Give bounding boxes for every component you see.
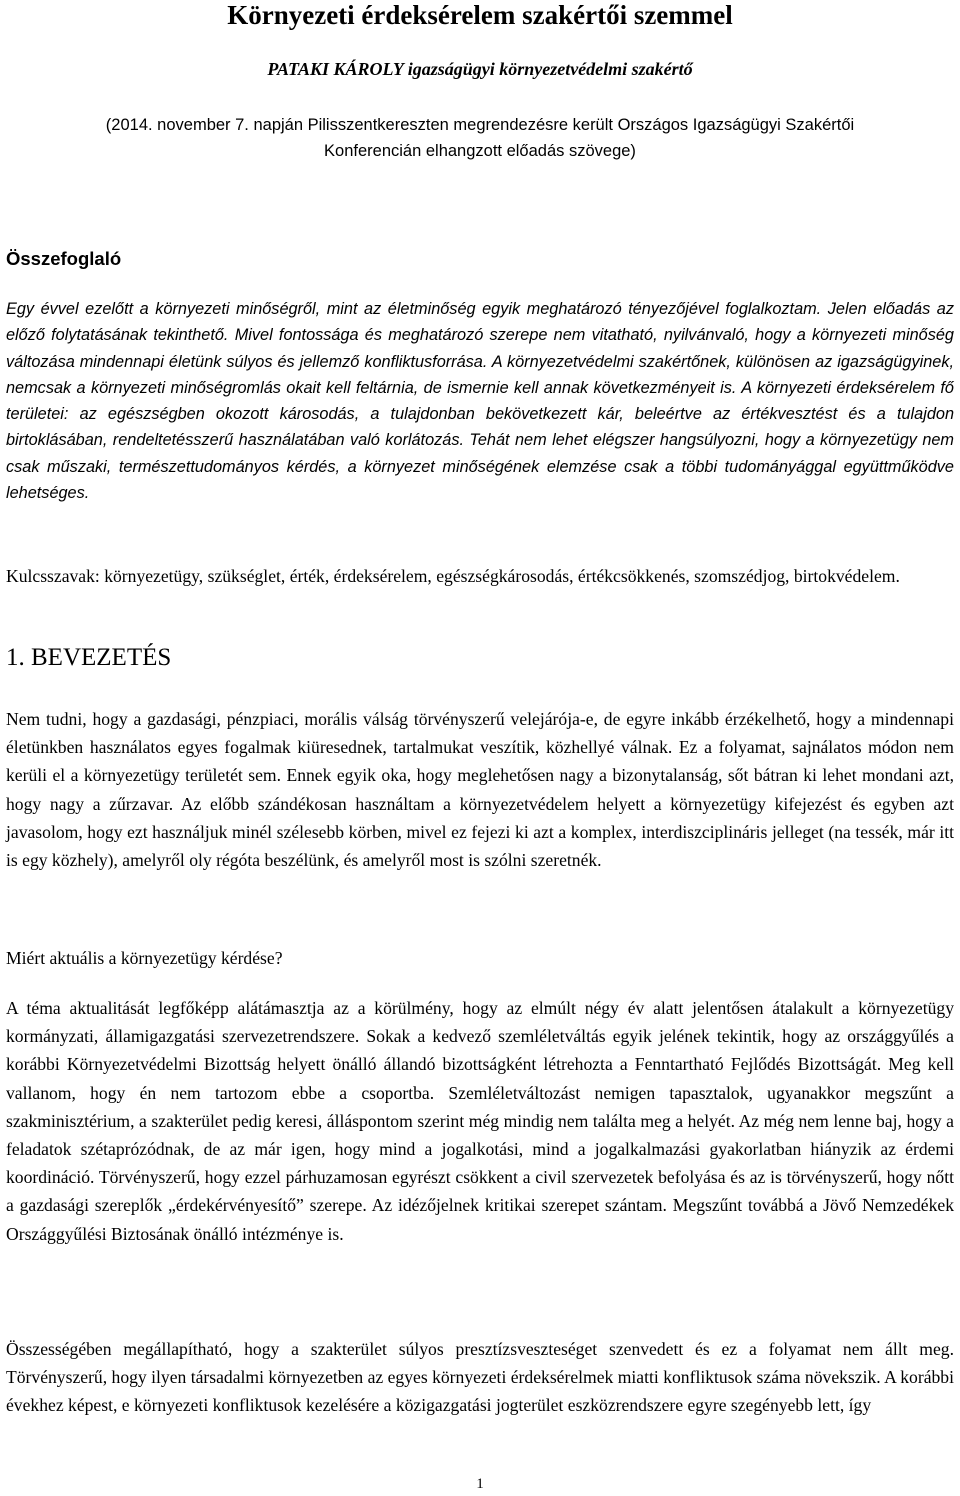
page-number: 1 [476,1476,484,1492]
author-line: PATAKI KÁROLY igazságügyi környezetvédelmi szakértő [267,59,693,79]
intro-paragraph-1: Nem tudni, hogy a gazdasági, pénzpiaci, morális válság törvényszerű velejárója-e, de egyre inkább érzékelhető, hogy a mindennapi életünkben használatos egyes fogalmak kiüresednek, tartalmukat veszítik, közhellyé válnak. Ez a folyamat, sajnálatos módon nem kerüli el a környezetügy területét sem. Ennek egyik oka, hogy meglehetősen nagy a bizonytalanság, sőt bátran ki lehet mondani azt, hogy nagy a zűrzavar. Az előbb szándékosan használtam a környezetvédelem helyett a környezetügy kifejezést és egyben azt javasolom, hogy ezt használjuk minél szélesebb körben, mivel ez fejezi ki azt a komplex, interdiszciplináris jelleget (na tessék, már itt is egy közhely), amelyről oly régóta beszélünk, és amelyről most is szólni szeretnék. [6,709,954,871]
summary-heading: Összefoglaló [6,248,122,269]
section-heading: 1. BEVEZETÉS [6,644,172,671]
question-heading: Miért aktuális a környezetügy kérdése? [6,948,283,968]
intro-paragraph-2: A téma aktualitását legfőképp alátámasztja az a körülmény, hogy az elmúlt négy év alatt jelentősen átalakult a környezetügy kormányzati, államigazgatási szervezetrendszere. Sokak a kedvező szemléletváltás egyik jelének tekintik, hogy az országgyűlés a korábbi Környezetvédelmi Bizottság helyett önálló állandó bizottságként létrehozta a Fenntartható Fejlődés Bizottságát. Meg kell vallanom, hogy én nem tartozom ebbe a csoportba. Szemléletváltozást nemigen tapasztalok, ugyanakkor megszűnt a szakminisztérium, a szakterület pedig keresi, álláspontom szerint még mindig nem találta meg a helyét. Az még nem lenne baj, hogy a feladatok szétaprózódnak, de az már igen, hogy mind a jogalkotási, mind a jogalkalmazási gyakorlatban hiányzik az érdemi koordináció. Törvényszerű, hogy ezzel párhuzamosan egyrészt csökkent a civil szervezetek befolyása és az is törvényszerű, hogy nőtt a gazdasági szereplők „érdekérvényesítő” szerepe. Az idézőjelnek kritikai szerepet szántam. Megszűnt továbbá a Jövő Nemzedékek Országgyűlési Biztosának önálló intézménye is. [6,998,954,1244]
conference-note: (2014. november 7. napján Pilisszentkereszten megrendezésre került Országos Igazságügyi Szakértői Konferencián elhangzott előadás szövege) [105,116,855,160]
keywords-paragraph: Kulcsszavak: környezetügy, szükséglet, érték, érdeksérelem, egészségkárosodás, értékcsökkenés, szomszédjog, birtokvédelem. [6,566,900,586]
intro-paragraph-3: Összességében megállapítható, hogy a szakterület súlyos presztízsveszteséget szenvedett és ez a folyamat nem állt meg. Törvényszerű, hogy ilyen társadalmi környezetben az egyes környezeti érdeksérelmek miatti konfliktusok száma növekszik. A korábbi évekhez képest, e környezeti konfliktusok kezelésére a közigazgatási jogterület eszközrendszere egyre szegényebb lett, így [6,1339,954,1416]
document-title: Környezeti érdeksérelem szakértői szemmel [227,0,733,30]
abstract-paragraph: Egy évvel ezelőtt a környezeti minőségről, mint az életminőség egyik meghatározó tényezőjével foglalkoztam. Jelen előadás az előző folytatásának tekinthető. Mivel fontossága és meghatározó szerepe nem vitatható, nyilvánvaló, hogy a környezeti minőség változása mindennapi életünk súlyos és jellemző konfliktusforrása. A környezetvédelmi szakértőnek, különösen az igazságügyinek, nemcsak a környezeti minőségromlás okait kell feltárnia, de ismernie kell annak következményeit is. A környezeti érdeksérelem fő területei: az egészségben okozott károsodás, a tulajdonban bekövetkezett kár, beleértve az értékvesztést és a tulajdon birtoklásában, rendeltetésszerű használatában való korlátozás. Tehát nem lehet elégszer hangsúlyozni, hogy a környezetügy nem csak műszaki, természettudományos kérdés, a környezet minőségének elemzése csak a többi tudományággal együttműködve lehetséges. [6,300,954,503]
